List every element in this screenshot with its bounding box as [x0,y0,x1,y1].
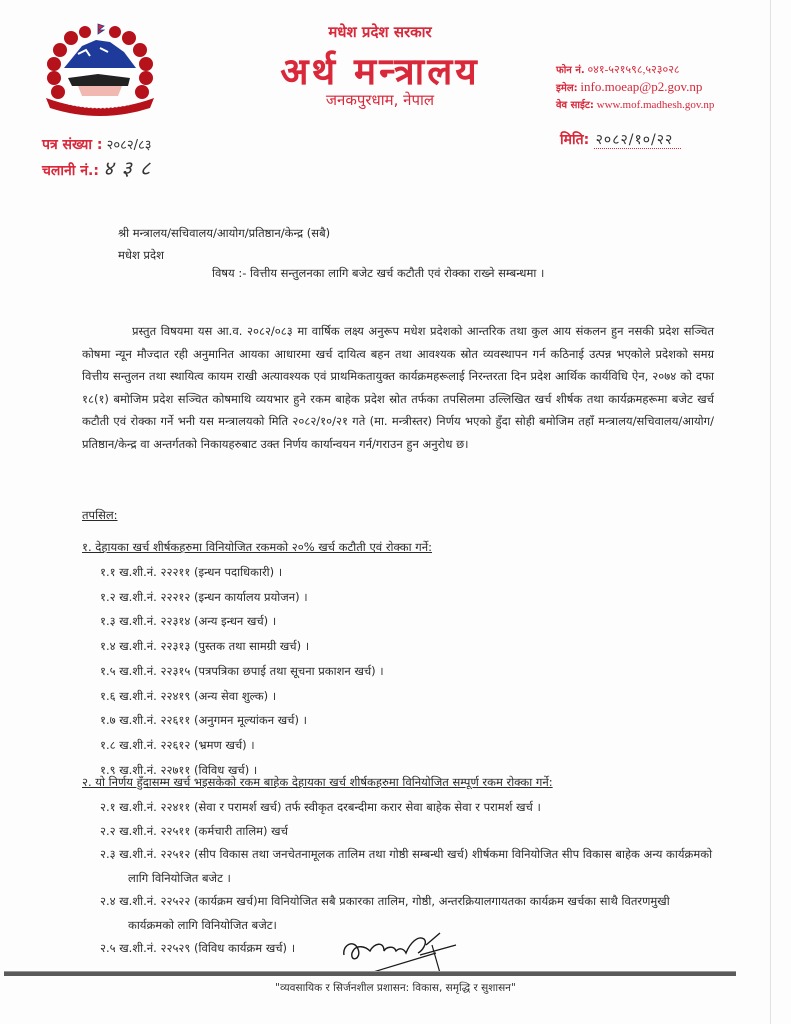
recipient-line-2: मधेश प्रदेश [118,248,164,262]
phone-value: ०४१-५२१५९८,५२३०२८ [587,64,680,76]
dispatch-number-line [42,157,158,183]
ministry-name: अर्थ मन्त्रालय [280,50,480,93]
body-paragraph: प्रस्तुत विषयमा यस आ.व. २०८२/०८३ मा वार्षिक लक्ष्य अनुरूप मधेश प्रदेशको आन्तरिक तथा कुल आय संकलन हुन नसकी प्रदेश सञ्चित कोषमा न्यून मौज्दात रही अनुमानित आयका आधारमा खर्च दायित्व बहन तथा आवश्यक स्रोत व्यवस्थापन गर्न कठिनाई उत्पन्न भएकोले प्रदेशको समग्र वित्तीय सन्तुलन तथा स्थायित्व कायम राखी अत्यावश्यक एवं प्राथमिकतायुक्त कार्यक्रमहरूलाई निरन्तरता दिन प्रदेश आर्थिक कार्यविधि ऐन, २०७४ को दफा १८(१) बमोजिम प्रदेश सञ्चित कोषमाथि व्ययभार हुने रकम बाहेक प्रदेश स्रोत तर्फका तपसिलमा उल्लिखित खर्च शीर्षक तथा कार्यक्रमहरूमा बजेट खर्च कटौती एवं रोक्का गर्ने भनी यस मन्त्रालयको मिति २०८२/१०/२१ गते (मा. मन्त्रीस्तर) निर्णय भएको हुँदा सोही बमोजिम तहाँ मन्त्रालय/सचिवालय/आयोग/प्रतिष्ठान/केन्द्र वा अन्तर्गतको निकायहरुबाट उक्त निर्णय कार्यान्वयन गर्न/गराउन हुन अनुरोध छ। [82,324,714,451]
phone-label: फोन नं. [556,65,585,76]
list-item: १.२ ख.शी.नं. २२२१२ (इन्धन कार्यालय प्रयोजन) । [100,589,308,604]
date-label: मिति: [560,132,590,148]
date-value: २०८२/१०/२२ [594,132,682,149]
email-link[interactable]: info.moeap@p2.gov.np [580,79,703,94]
contact-block [556,62,714,114]
recipient-line-1: श्री मन्त्रालय/सचिवालय/आयोग/प्रतिष्ठान/केन्द्र (सबै) [118,226,331,240]
nepal-emblem-icon [38,20,162,118]
list-item: १.५ ख.शी.नं. २२३१५ (पत्रपत्रिका छपाई तथा सूचना प्रकाशन खर्च) । [100,663,384,678]
email-label: इमेल: [556,83,578,94]
list-item: २.४ ख.शी.नं. २२५२२ (कार्यक्रम खर्च)मा विनियोजित सबै प्रकारका तालिम, गोष्ठी, अन्तरक्रियालगायतका कार्यक्रम खर्चका साथै वितरणमुखी कार्यक्रमको लागि विनियोजित बजेट। [100,894,670,932]
list-item: १.९ ख.शी.नं. २२७११ (विविध खर्च) । [100,762,258,777]
section-1-heading: १. देहायका खर्च शीर्षकहरुमा विनियोजित रकमको २०% खर्च कटौती एवं रोक्का गर्ने: [82,540,432,554]
section-2-heading: २. यो निर्णय हुँदासम्म खर्च भइसकेको रकम बाहेक देहायका खर्च शीर्षकहरुमा विनियोजित सम्पूर्ण रकम रोक्का गर्ने: [82,775,553,789]
list-item: २.२ ख.शी.नं. २२५११ (कर्मचारी तालिम) खर्च [100,823,288,838]
date-block [560,130,681,149]
website-label: वेव साईट: [556,100,594,111]
letter-number-label: पत्र संख्या : [42,137,103,153]
list-item: २.३ ख.शी.नं. २२५१२ (सीप विकास तथा जनचेतनामूलक तालिम तथा गोष्ठी सम्बन्धी खर्च) शीर्षकमा विनियोजित सीप विकास बाहेक अन्य कार्यक्रमको लागि विनियोजित बजेट । [100,847,713,885]
dispatch-number-value: ४३८ [103,156,159,180]
website-link[interactable]: www.mof.madhesh.gov.np [596,99,715,111]
ministry-location: जनकपुरधाम, नेपाल [325,91,435,109]
footer-slogan: "व्यवसायिक र सिर्जनशील प्रशासन: विकास, समृद्धि र सुशासन" [275,982,516,994]
signature [340,925,460,975]
list-item: १.३ ख.शी.नं. २२३१४ (अन्य इन्धन खर्च) । [100,614,277,629]
footer-divider [4,971,736,976]
letter-number-value: २०८२/८३ [106,138,152,153]
government-name: मधेश प्रदेश सरकार [328,23,432,41]
phone-line [556,62,714,79]
scan-edge-line [770,0,771,1024]
list-item: २.५ ख.शी.नं. २२५२९ (विविध कार्यक्रम खर्च) । [100,941,296,955]
schedule-label: तपसिल: [82,508,118,522]
section-1-list [100,560,384,782]
list-item: १.८ ख.शी.नं. २२६१२ (भ्रमण खर्च) । [100,737,255,752]
letter-number-line [42,134,158,157]
recipient-address [118,222,330,266]
list-item: १.७ ख.शी.नं. २२६११ (अनुगमन मूल्यांकन खर्च) । [100,713,307,728]
list-item: १.४ ख.शी.नं. २२३१३ (पुस्तक तथा सामग्री खर्च) । [100,639,310,654]
letter-subject: विषय :- वित्तीय सन्तुलनका लागि बजेट खर्च कटौती एवं रोक्का राख्ने सम्बन्धमा । [212,266,545,280]
list-item: २.१ ख.शी.नं. २२४११ (सेवा र परामर्श खर्च) तर्फ स्वीकृत दरबन्दीमा करार सेवा बाहेक सेवा र परामर्श खर्च । [100,800,541,814]
email-line [556,79,714,97]
list-item: १.१ ख.शी.नं. २२२११ (इन्धन पदाधिकारी) । [100,565,283,579]
list-item: १.६ ख.शी.नं. २२४१९ (अन्य सेवा शुल्क) । [100,688,277,703]
reference-block [42,134,158,183]
dispatch-number-label: चलानी नं.: [42,163,99,179]
website-line [556,97,714,114]
